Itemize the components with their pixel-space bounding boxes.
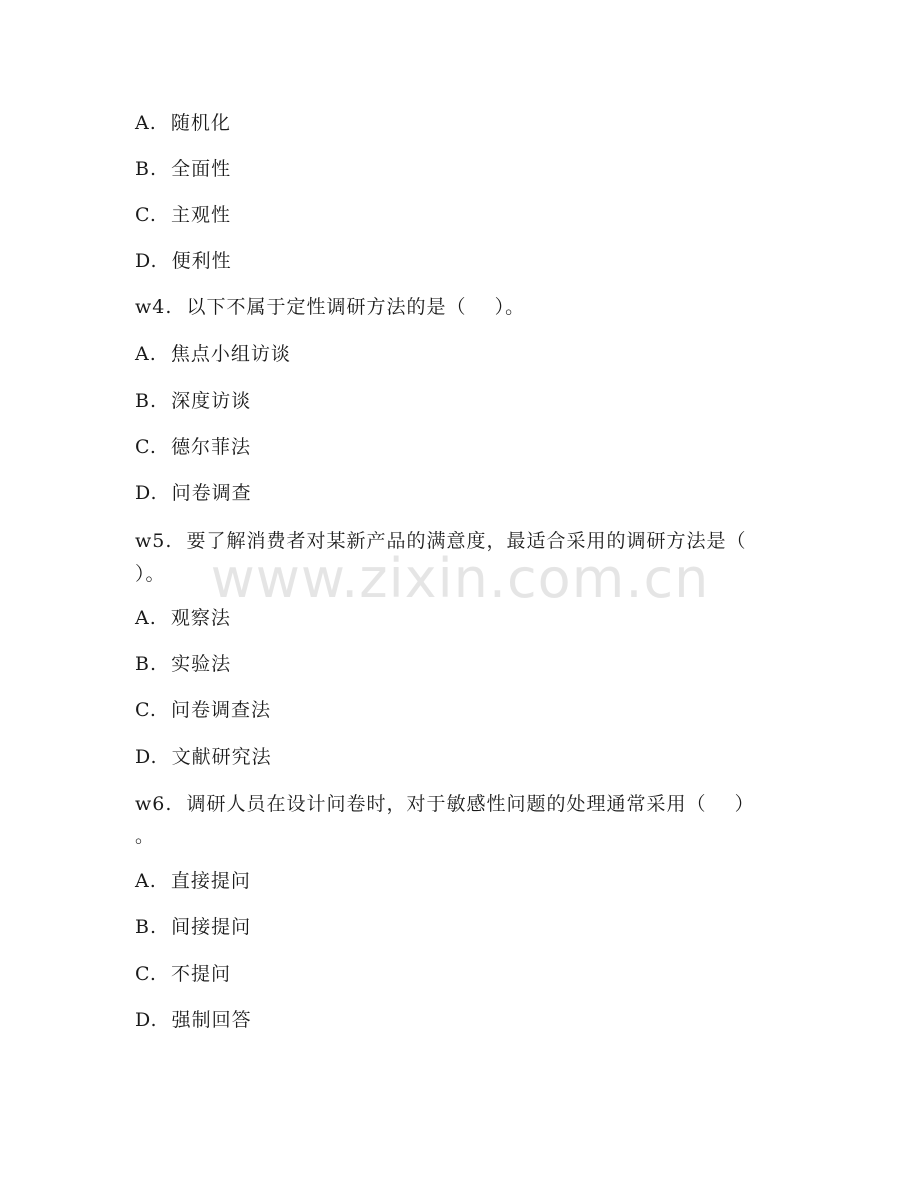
option-d-q3: D. 便利性 [135,250,232,272]
option-b-w5: B. 实验法 [135,653,232,675]
option-b-q3: B. 全面性 [135,158,232,180]
option-c-w4: C. 德尔菲法 [135,436,251,458]
option-a-w5: A. 观察法 [135,607,231,629]
question-w4: w4. 以下不属于定性调研方法的是（ ）。 [135,296,526,318]
option-a-w6: A. 直接提问 [135,870,251,892]
question-w6-continuation: 。 [135,825,156,847]
option-c-w5: C. 问卷调查法 [135,699,271,721]
option-d-w5: D. 文献研究法 [135,746,272,768]
watermark: www.zixin.com.cn [210,547,710,610]
option-c-q3: C. 主观性 [135,204,231,226]
option-d-w4: D. 问卷调查 [135,482,252,504]
question-w5: w5. 要了解消费者对某新产品的满意度，最适合采用的调研方法是（ [135,530,747,552]
option-b-w4: B. 深度访谈 [135,390,252,412]
option-d-w6: D. 强制回答 [135,1009,252,1031]
option-a-w4: A. 焦点小组访谈 [135,343,291,365]
option-b-w6: B. 间接提问 [135,916,252,938]
option-a-q3: A. 随机化 [135,112,231,134]
option-c-w6: C. 不提问 [135,963,231,985]
question-w6: w6. 调研人员在设计问卷时，对于敏感性问题的处理通常采用（ ） [135,793,755,815]
question-w5-continuation: ）。 [135,563,166,585]
